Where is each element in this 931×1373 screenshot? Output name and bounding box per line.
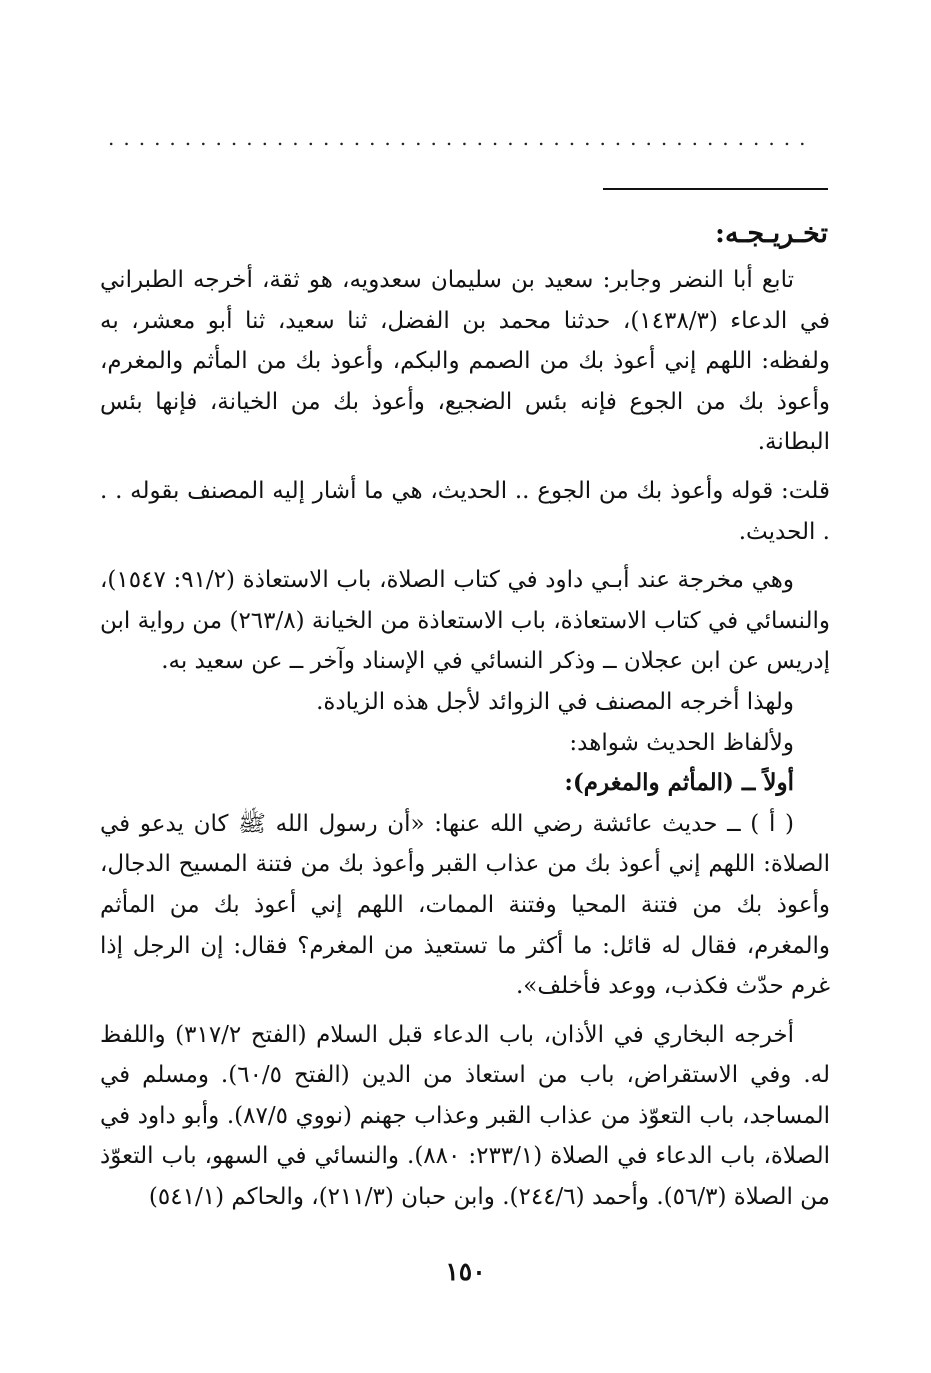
paragraph-shawahid: ولألفاظ الحديث شواهد: [569,729,794,756]
page-body [100,260,830,1218]
paragraph-followup: تابع أبا النضر وجابر: سعيد بن سليمان سعدويه، هو ثقة، أخرجه الطبراني في الدعاء (١٤٣٨/٣)، حدثنا محمد بن الفضل، ثنا سعيد، ثنا أبو معشر، به ولفظه: اللهم إني أعوذ بك من الصمم والبكم، وأعوذ بك من المأثم والمغرم، وأعوذ بك من الجوع فإنه بئس الضجيع، وأعوذ بك من الخيانة، فإنها بئس البطانة. [100,267,830,456]
page-number: ١٥٠ [445,1257,486,1286]
section-heading: تخـريـجـه: [715,218,828,249]
paragraph-takhrij: أخرجه البخاري في الأذان، باب الدعاء قبل السلام (الفتح ٣١٧/٢) واللفظ له. وفي الاستقراض، باب من استعاذ من الدين (الفتح ٦٠/٥). ومسلم في المساجد، باب التعوّذ من عذاب القبر وعذاب جهنم (نووي ٨٧/٥). وأبو داود في الصلاة، باب الدعاء في الصلاة (٢٣٣/١: ٨٨٠). والنسائي في السهو، باب التعوّذ من الصلاة (٥٦/٣). وأحمد (٢٤٤/٦). وابن حبان (٢١١/٣)، والحاكم (٥٤١/١) [100,1021,830,1211]
paragraph-aisha-hadith: ( أ ) ــ حديث عائشة رضي الله عنها: «أن رسول الله ﷺ كان يدعو في الصلاة: اللهم إني أعوذ بك من عذاب القبر وأعوذ بك من فتنة المسيح الدجال، وأعوذ بك من فتنة المحيا وفتنة الممات، اللهم إني أعوذ بك من المأثم والمغرم، فقال له قائل: ما أكثر ما تستعيذ من المغرم؟ فقال: إن الرجل إذا غرم حدّث فكذب، ووعد فأخلف». [100,810,830,1000]
paragraph-qult: قلت: قوله وأعوذ بك من الجوع .. الحديث، هي ما أشار إليه المصنف بقوله . . . الحديث. [100,477,830,545]
paragraph-zawaid: ولهذا أخرجه المصنف في الزوائد لأجل هذه الزيادة. [316,688,794,715]
dotted-separator: .............................................. [108,128,815,148]
paragraph-abu-dawud: وهي مخرجة عند أبـي داود في كتاب الصلاة، باب الاستعاذة (٩١/٢: ١٥٤٧)، والنسائي في كتاب الاستعاذة، باب الاستعاذة من الخيانة (٢٦٣/٨) من رواية ابن إدريس عن ابن عجلان ــ وذكر النسائي في الإسناد وآخر ــ عن سعيد به. [100,567,830,675]
subheading-first: أولاً ــ (المأثم والمغرم): [564,769,794,797]
heading-rule [603,188,828,190]
